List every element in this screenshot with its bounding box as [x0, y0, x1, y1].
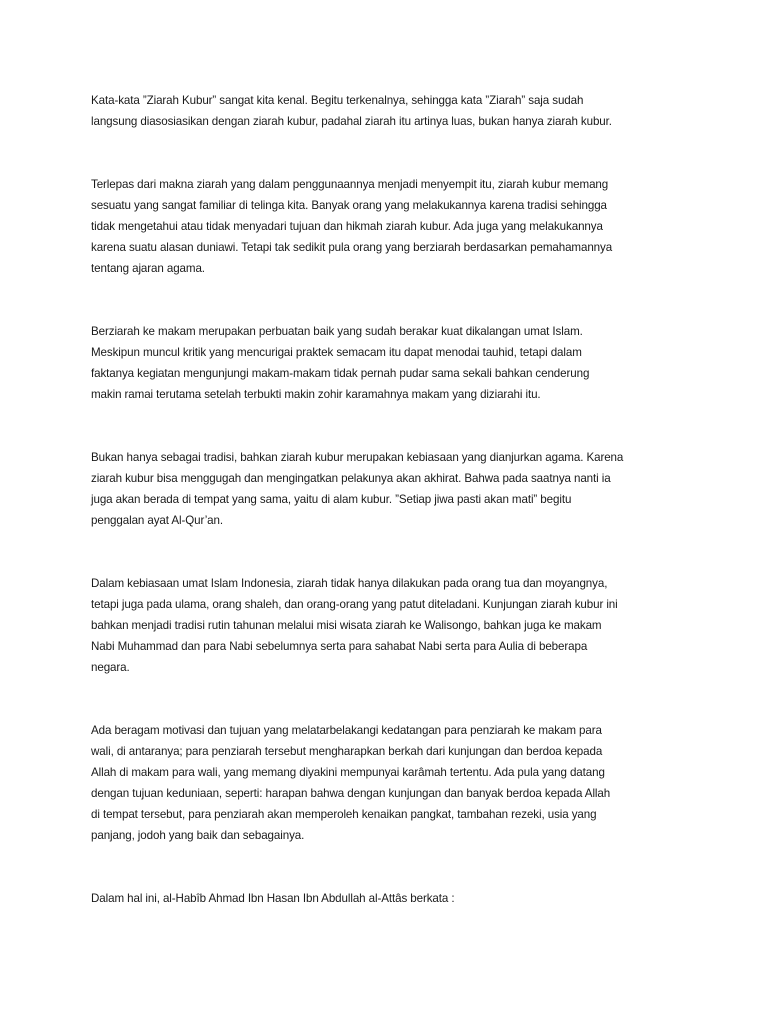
text-line: bahkan menjadi tradisi rutin tahunan melalui misi wisata ziarah ke Walisongo, bahkan juga ke makam — [91, 619, 602, 632]
text-line: penggalan ayat Al-Qur’an. — [91, 514, 223, 527]
text-line: Ada beragam motivasi dan tujuan yang melatarbelakangi kedatangan para penziarah ke makam para — [91, 724, 602, 737]
text-line: dengan tujuan keduniaan, seperti: harapan bahwa dengan kunjungan dan banyak berdoa kepada Allah — [91, 787, 611, 800]
text-line: Kata-kata ”Ziarah Kubur” sangat kita kenal. Begitu terkenalnya, sehingga kata ”Ziarah” saja sudah — [91, 94, 584, 107]
text-line: panjang, jodoh yang baik dan sebagainya. — [91, 829, 305, 842]
text-line: Nabi Muhammad dan para Nabi sebelumnya serta para sahabat Nabi serta para Aulia di beberapa — [91, 640, 588, 653]
text-line: wali, di antaranya; para penziarah tersebut mengharapkan berkah dari kunjungan dan berdoa kepada — [91, 745, 603, 758]
text-line: tentang ajaran agama. — [91, 262, 205, 275]
text-line: makin ramai terutama setelah terbukti makin zohir karamahnya makam yang diziarahi itu. — [91, 388, 541, 401]
paragraph-5 — [91, 573, 691, 678]
text-line: juga akan berada di tempat yang sama, yaitu di alam kubur. ”Setiap jiwa pasti akan mati” begitu — [91, 493, 572, 506]
text-line: tetapi juga pada ulama, orang shaleh, dan orang-orang yang patut diteladani. Kunjungan ziarah kubur ini — [91, 598, 618, 611]
text-line: ziarah kubur bisa menggugah dan mengingatkan pelakunya akan akhirat. Bahwa pada saatnya nanti ia — [91, 472, 611, 485]
document-page — [91, 90, 691, 951]
paragraph-6 — [91, 720, 691, 846]
text-line: karena suatu alasan duniawi. Tetapi tak sedikit pula orang yang berziarah berdasarkan pemahamannya — [91, 241, 613, 254]
paragraph-7 — [91, 888, 691, 909]
text-line: Bukan hanya sebagai tradisi, bahkan ziarah kubur merupakan kebiasaan yang dianjurkan agama. Karena — [91, 451, 624, 464]
text-line: di tempat tersebut, para penziarah akan memperoleh kenaikan pangkat, tambahan rezeki, usia yang — [91, 808, 597, 821]
text-line: Berziarah ke makam merupakan perbuatan baik yang sudah berakar kuat dikalangan umat Islam. — [91, 325, 583, 338]
text-line: tidak mengetahui atau tidak menyadari tujuan dan hikmah ziarah kubur. Ada juga yang melakukannya — [91, 220, 603, 233]
text-line: Dalam hal ini, al-Habîb Ahmad Ibn Hasan Ibn Abdullah al-Attâs berkata : — [91, 892, 455, 905]
text-line: faktanya kegiatan mengunjungi makam-makam tidak pernah pudar sama sekali bahkan cenderung — [91, 367, 590, 380]
text-line: Terlepas dari makna ziarah yang dalam penggunaannya menjadi menyempit itu, ziarah kubur memang — [91, 178, 609, 191]
paragraph-3 — [91, 321, 691, 405]
text-line: Meskipun muncul kritik yang mencurigai praktek semacam itu dapat menodai tauhid, tetapi dalam — [91, 346, 582, 359]
text-line: sesuatu yang sangat familiar di telinga kita. Banyak orang yang melakukannya karena tradisi sehingga — [91, 199, 607, 212]
text-line: negara. — [91, 661, 130, 674]
text-line: Dalam kebiasaan umat Islam Indonesia, ziarah tidak hanya dilakukan pada orang tua dan moyangnya, — [91, 577, 608, 590]
paragraph-2 — [91, 174, 691, 279]
text-line: Allah di makam para wali, yang memang diyakini mempunyai karâmah tertentu. Ada pula yang datang — [91, 766, 605, 779]
paragraph-4 — [91, 447, 691, 531]
text-line: langsung diasosiasikan dengan ziarah kubur, padahal ziarah itu artinya luas, bukan hanya ziarah kubur. — [91, 115, 612, 128]
paragraph-1 — [91, 90, 691, 132]
